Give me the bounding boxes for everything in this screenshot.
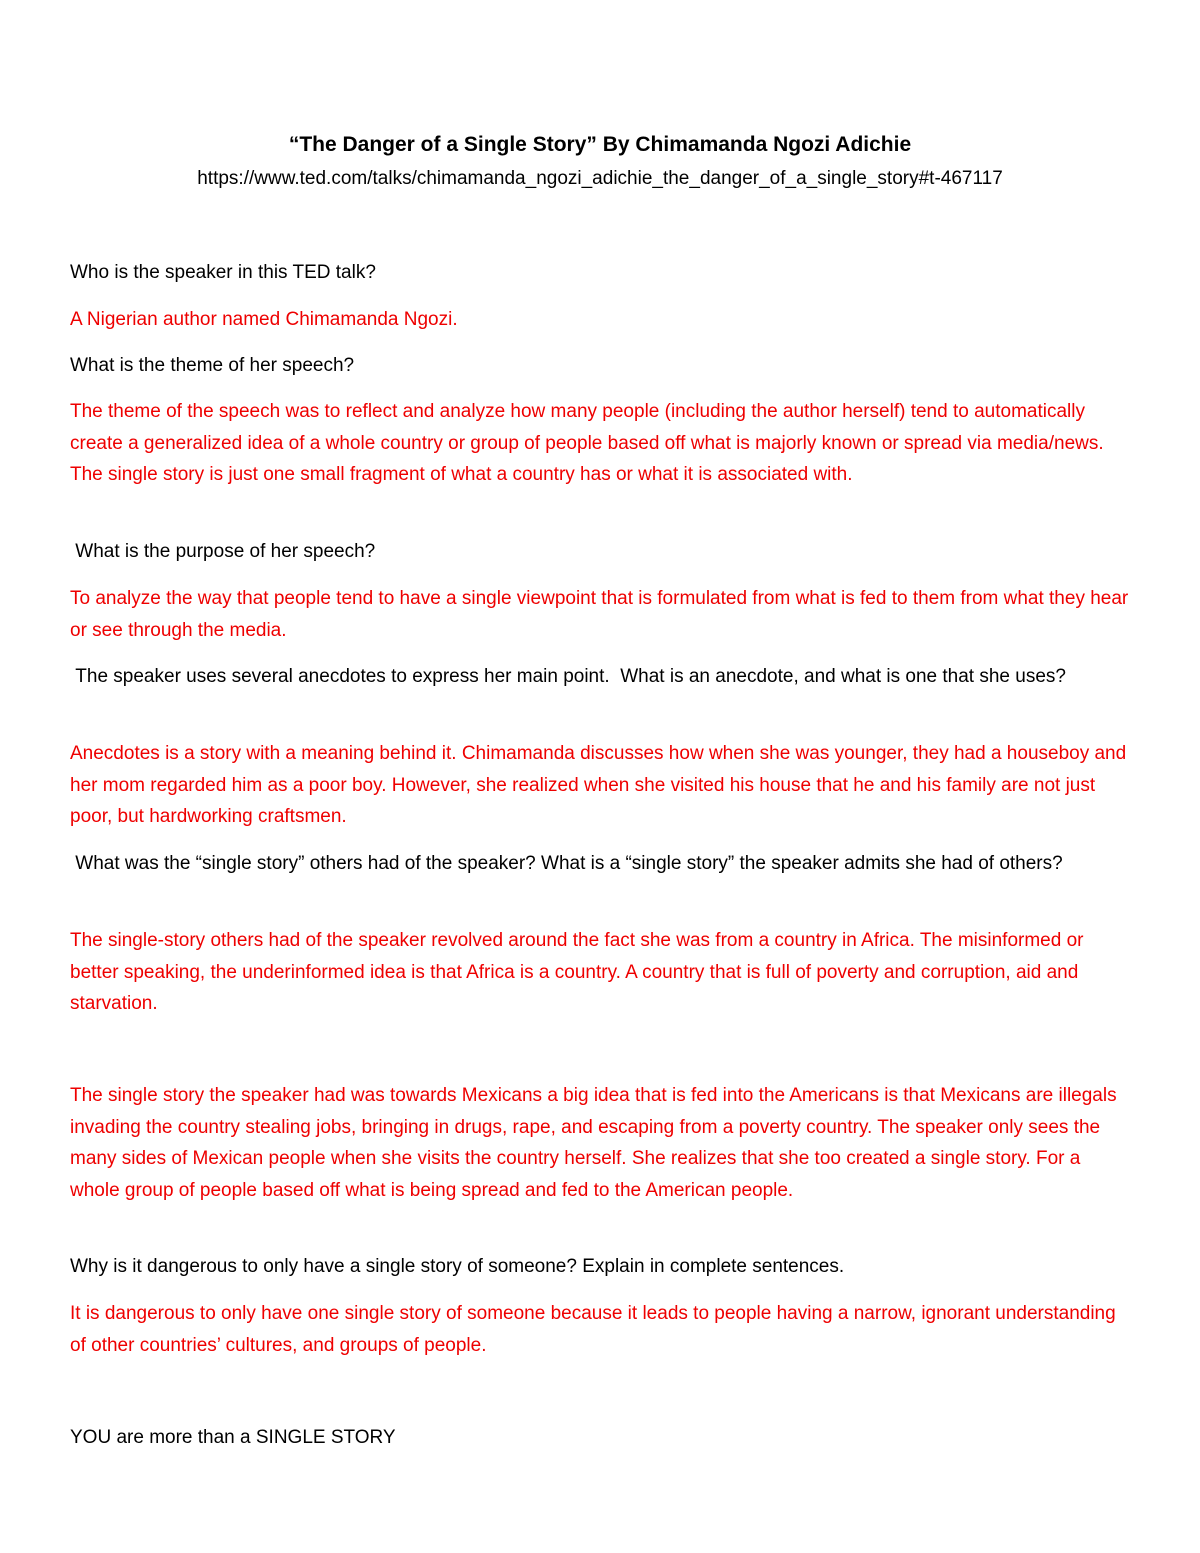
question-theme: What is the theme of her speech? — [70, 355, 355, 376]
answer-theme: The theme of the speech was to reflect and analyze how many people (including the author herself) tend to automatically create a generalized idea of a whole country or group of people based off what is majorly known or spread via media/news. The single story is just one small fragment of what a country has or what it is associated with. — [70, 401, 1104, 485]
question-danger: Why is it dangerous to only have a single story of someone? Explain in complete sentences. — [70, 1256, 845, 1277]
answer-anecdote: Anecdotes is a story with a meaning behind it. Chimamanda discusses how when she was younger, they had a houseboy and her mom regarded him as a poor boy. However, she realized when she visited his house that he and his family are not just poor, but hardworking craftsmen. — [70, 743, 1127, 827]
question-single-story: What was the “single story” others had of the speaker? What is a “single story” the speaker admits she had of others? — [70, 853, 1063, 874]
question-speaker: Who is the speaker in this TED talk? — [70, 262, 376, 283]
answer-single-story-speaker: The single story the speaker had was towards Mexicans a big idea that is fed into the Americans is that Mexicans are illegals invading the country stealing jobs, bringing in drugs, rape, and escaping from a poverty country. The speaker only sees the many sides of Mexican people when she visits the country herself. She realizes that she too created a single story. For a whole group of people based off what is being spread and fed to the American people. — [70, 1085, 1117, 1201]
talk-url: https://www.ted.com/talks/chimamanda_ngozi_adichie_the_danger_of_a_single_story#t-467117 — [197, 168, 1003, 189]
question-anecdote: The speaker uses several anecdotes to express her main point. What is an anecdote, and what is one that she uses? — [70, 666, 1066, 687]
closing-statement: YOU are more than a SINGLE STORY — [70, 1427, 396, 1448]
answer-purpose: To analyze the way that people tend to have a single viewpoint that is formulated from what is fed to them from what they hear or see through the media. — [70, 588, 1129, 641]
answer-speaker: A Nigerian author named Chimamanda Ngozi. — [70, 309, 458, 330]
answer-single-story-others: The single-story others had of the speaker revolved around the fact she was from a country in Africa. The misinformed or better speaking, the underinformed idea is that Africa is a country. A country that is full of poverty and corruption, aid and starvation. — [70, 930, 1084, 1014]
question-purpose: What is the purpose of her speech? — [70, 541, 376, 562]
answer-danger: It is dangerous to only have one single story of someone because it leads to people having a narrow, ignorant understanding of other countries’ cultures, and groups of people. — [70, 1303, 1116, 1356]
document-title: “The Danger of a Single Story” By Chimamanda Ngozi Adichie — [288, 133, 912, 156]
